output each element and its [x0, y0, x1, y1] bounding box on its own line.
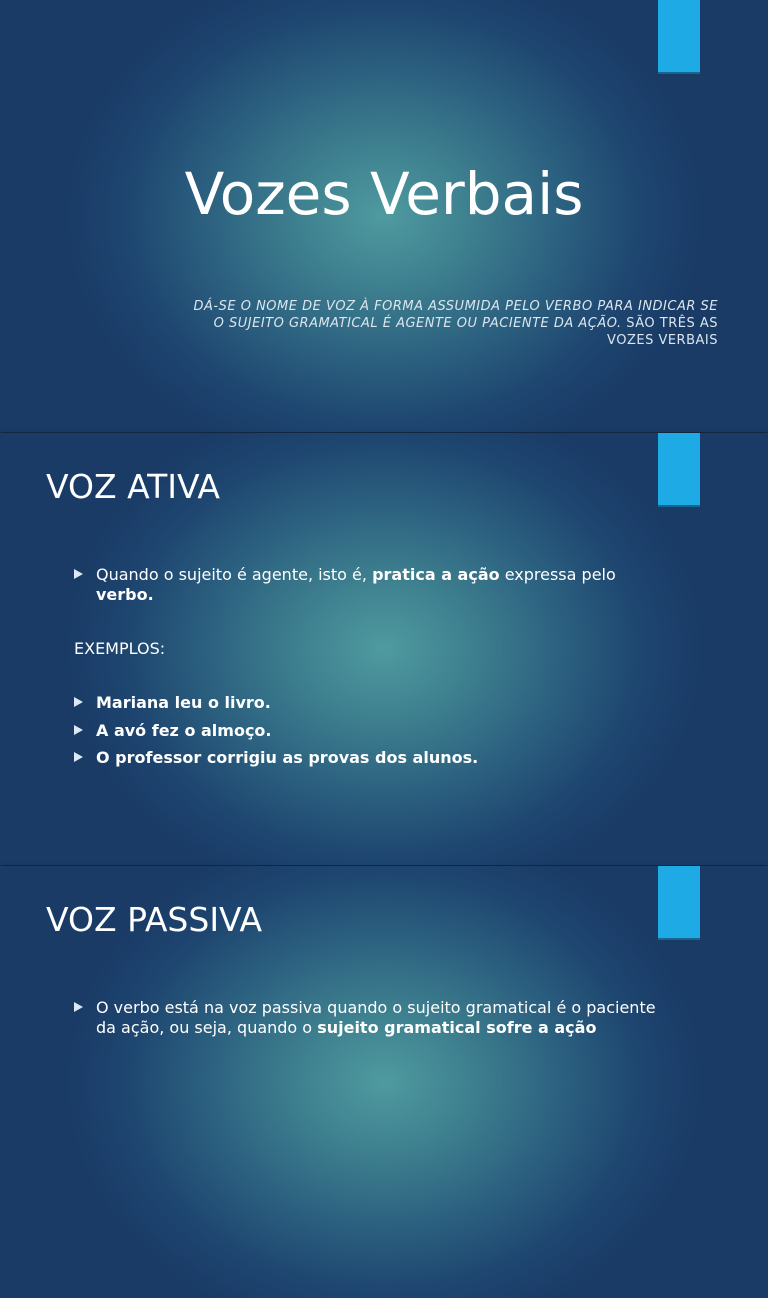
definition-bold-text: sujeito gramatical sofre a ação	[317, 1018, 597, 1037]
definition-bullet	[96, 565, 656, 605]
definition-bold-text: verbo.	[96, 585, 154, 604]
definition-text: expressa pelo	[499, 565, 616, 584]
accent-tab	[658, 0, 700, 74]
example-text: A avó fez o almoço.	[96, 721, 272, 740]
definition-text: Quando o sujeito é agente, isto é,	[96, 565, 373, 584]
subtitle-italic-text: DÁ-SE O NOME DE VOZ À FORMA ASSUMIDA PELO VERBO PARA INDICAR SE O SUJEITO GRAMATICAL É AGENTE OU PACIENTE DA AÇÃO.	[193, 299, 718, 331]
voz-ativa-slide	[0, 433, 768, 865]
title-slide	[0, 0, 768, 432]
slide-title: VOZ ATIVA	[46, 467, 221, 506]
example-bullet	[96, 721, 656, 741]
bullet-arrow-icon	[74, 697, 83, 707]
bullet-arrow-icon	[74, 569, 83, 579]
bullet-arrow-icon	[74, 1002, 83, 1012]
slide-title: VOZ PASSIVA	[46, 900, 263, 939]
definition-bullet	[96, 998, 656, 1038]
bullet-arrow-icon	[74, 752, 83, 762]
example-bullet	[96, 748, 656, 768]
voz-passiva-slide	[0, 866, 768, 1298]
example-text: Mariana leu o livro.	[96, 693, 271, 712]
accent-tab	[658, 866, 700, 940]
presentation-subtitle	[190, 298, 718, 349]
example-bullet	[96, 693, 656, 713]
examples-label: EXEMPLOS:	[74, 639, 166, 658]
subtitle-normal-text: SÃO TRÊS AS VOZES VERBAIS	[607, 316, 718, 348]
example-text: O professor corrigiu as provas dos alunos.	[96, 748, 479, 767]
accent-tab	[658, 433, 700, 507]
definition-bold-text: pratica a ação	[372, 565, 500, 584]
bullet-arrow-icon	[74, 725, 83, 735]
presentation-title: Vozes Verbais	[184, 160, 584, 228]
definition-text: O verbo está na voz passiva quando o sujeito gramatical é o paciente da ação, ou seja, quando o	[96, 998, 656, 1037]
